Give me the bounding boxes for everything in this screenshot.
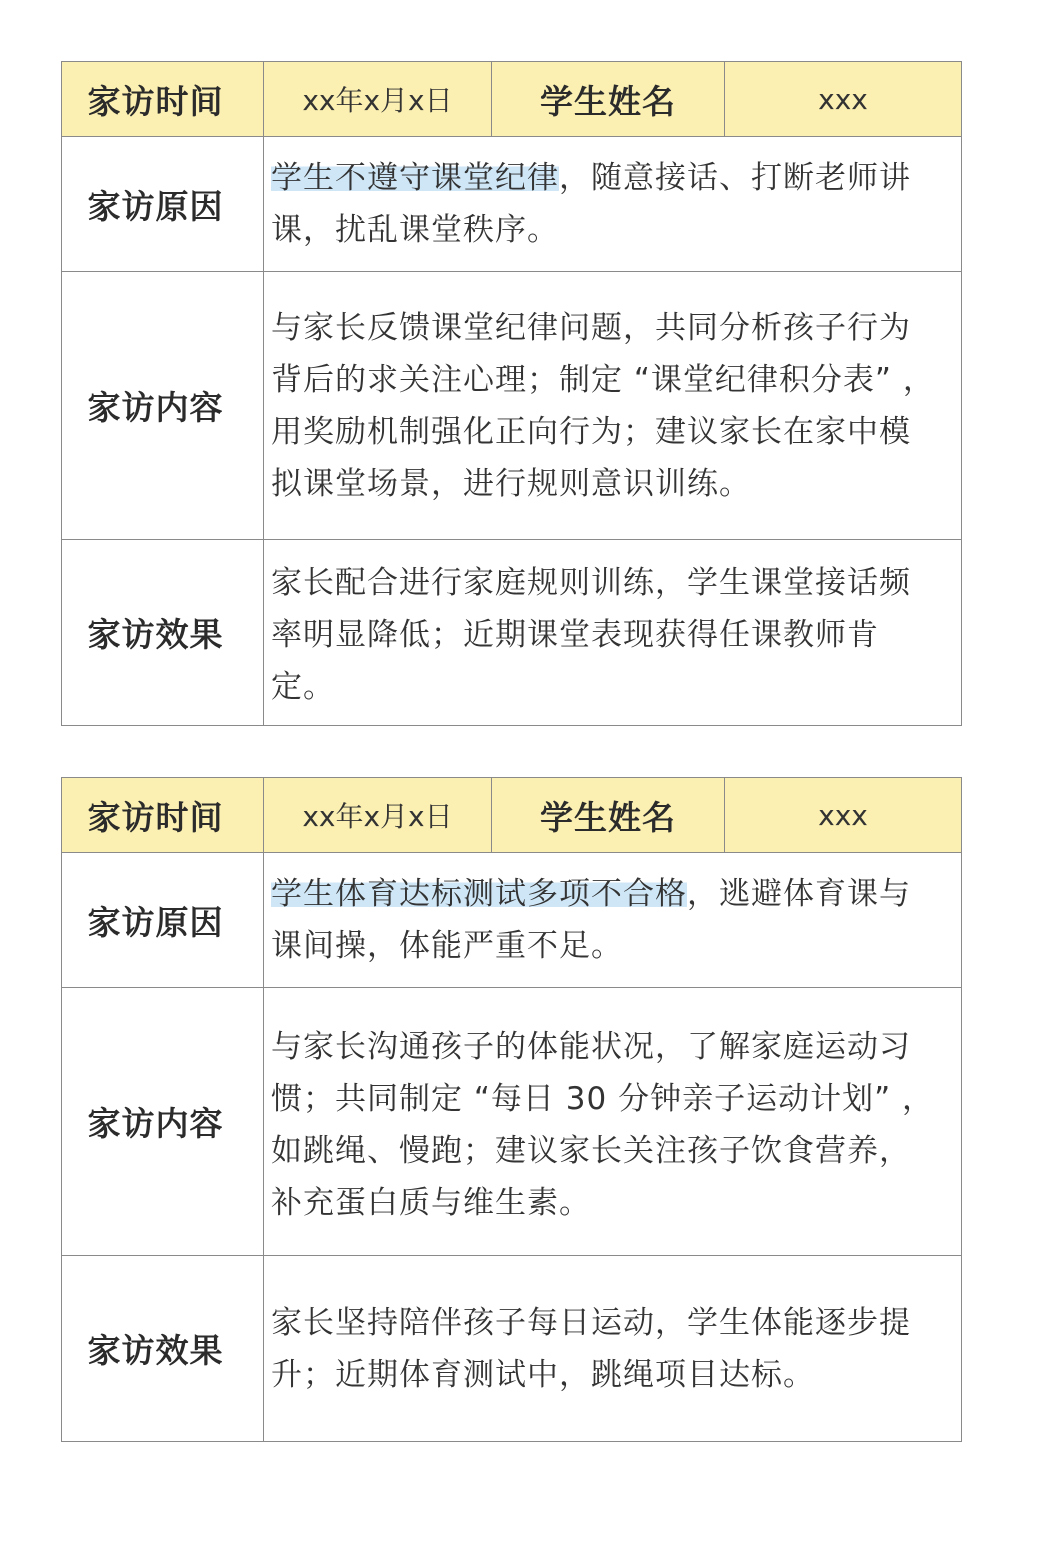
reason-cell <box>264 853 962 988</box>
content-label: 家访内容 <box>62 272 264 540</box>
reason-text: ，随意接话、打断老师讲课，扰乱课堂秩序。 <box>271 160 911 248</box>
effect-row <box>62 540 962 726</box>
content-text: 与家长沟通孩子的体能状况，了解家庭运动习惯；共同制定 “每日 30 分钟亲子运动计划” ，如跳绳、慢跑；建议家长关注孩子饮食营养，补充蛋白质与维生素。 <box>264 988 962 1256</box>
reason-row <box>62 137 962 272</box>
content-text: 与家长反馈课堂纪律问题，共同分析孩子行为背后的求关注心理；制定 “课堂纪律积分表” ，用奖励机制强化正向行为；建议家长在家中模拟课堂场景，进行规则意识训练。 <box>264 272 962 540</box>
reason-label: 家访原因 <box>62 137 264 272</box>
content-row <box>62 272 962 540</box>
effect-row <box>62 1256 962 1442</box>
student-name-value: xxx <box>725 778 962 853</box>
visit-time-value: xx年x月x日 <box>264 778 492 853</box>
content-label: 家访内容 <box>62 988 264 1256</box>
visit-time-label: 家访时间 <box>62 62 264 137</box>
home-visit-record-table <box>61 777 962 1442</box>
effect-label: 家访效果 <box>62 1256 264 1442</box>
effect-text: 家长配合进行家庭规则训练，学生课堂接话频率明显降低；近期课堂表现获得任课教师肯定。 <box>264 540 962 726</box>
visit-time-value: xx年x月x日 <box>264 62 492 137</box>
content-row <box>62 988 962 1256</box>
visit-time-label: 家访时间 <box>62 778 264 853</box>
reason-label: 家访原因 <box>62 853 264 988</box>
student-name-label: 学生姓名 <box>492 62 725 137</box>
home-visit-record-table <box>61 61 962 726</box>
reason-cell <box>264 137 962 272</box>
reason-row <box>62 853 962 988</box>
reason-highlight: 学生体育达标测试多项不合格 <box>271 876 687 912</box>
effect-text: 家长坚持陪伴孩子每日运动，学生体能逐步提升；近期体育测试中，跳绳项目达标。 <box>264 1256 962 1442</box>
student-name-label: 学生姓名 <box>492 778 725 853</box>
reason-highlight: 学生不遵守课堂纪律 <box>271 160 559 196</box>
header-row <box>62 778 962 853</box>
student-name-value: xxx <box>725 62 962 137</box>
header-row <box>62 62 962 137</box>
reason-text: ，逃避体育课与课间操，体能严重不足。 <box>271 876 911 964</box>
effect-label: 家访效果 <box>62 540 264 726</box>
